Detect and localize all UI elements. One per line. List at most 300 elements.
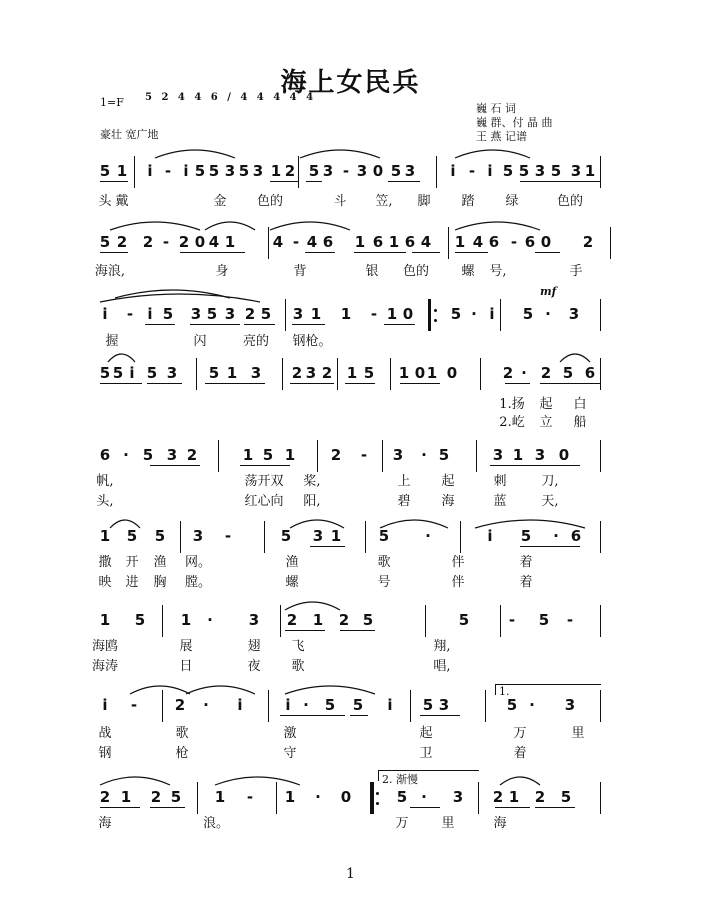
beam-underline xyxy=(290,383,334,384)
note: 0 xyxy=(540,233,552,251)
note: i xyxy=(147,305,153,323)
note: 2 xyxy=(338,611,350,629)
key-signature: 1=F xyxy=(100,96,124,109)
note: · xyxy=(207,611,213,629)
note: 2 xyxy=(150,788,162,806)
lyric-verse-2: 着 xyxy=(513,746,527,761)
lyric-verse-1: 荡开双 xyxy=(244,474,284,489)
lyric-verse-2: 红心向 xyxy=(244,494,284,509)
barline xyxy=(448,227,449,259)
barline xyxy=(600,358,601,390)
note: 4 xyxy=(472,233,484,251)
lyric-verse-1: 海 xyxy=(98,816,112,831)
lyric-verse-2: 日 xyxy=(179,659,193,674)
note: 3 xyxy=(534,162,546,180)
barline xyxy=(218,440,219,472)
note: 1 xyxy=(512,446,524,464)
lyric-verse-1: 握 xyxy=(105,334,119,349)
barline xyxy=(285,299,286,331)
barline xyxy=(197,782,198,814)
note: 3 xyxy=(404,162,416,180)
note: 2 xyxy=(186,446,198,464)
slur xyxy=(186,686,255,694)
note: 5 xyxy=(550,162,562,180)
lyric-verse-1: 戴 xyxy=(115,194,129,209)
note: 2 xyxy=(99,788,111,806)
note: 3 xyxy=(392,446,404,464)
note: 3 xyxy=(312,527,324,545)
lyric-verse-1: 展 xyxy=(179,639,193,654)
note: 0 xyxy=(414,364,426,382)
note: · xyxy=(203,696,209,714)
page-title: 海上女民兵 xyxy=(280,68,421,98)
lyric-verse-1: 渔 xyxy=(153,555,167,570)
note: 4 xyxy=(272,233,284,251)
lyric-verse-1: 翅 xyxy=(247,639,261,654)
beam-underline xyxy=(520,181,570,182)
note: 3 xyxy=(356,162,368,180)
note: · xyxy=(521,364,527,382)
lyric-verse-1: 浪。 xyxy=(202,816,230,831)
barline xyxy=(162,690,163,722)
lyric-verse-2: 2.屹 xyxy=(499,415,525,430)
beam-underline xyxy=(505,383,530,384)
note: 1 xyxy=(99,611,111,629)
slur xyxy=(110,222,200,230)
note: 1 xyxy=(386,305,398,323)
beam-underline xyxy=(384,324,415,325)
note: 6 xyxy=(322,233,334,251)
beam-underline xyxy=(490,465,530,466)
note: 5 xyxy=(142,446,154,464)
lyric-verse-1: 歌 xyxy=(175,726,189,741)
note: · xyxy=(421,788,427,806)
barline xyxy=(600,521,601,553)
beam-underline xyxy=(100,383,142,384)
note: 2 xyxy=(142,233,154,251)
note: 3 xyxy=(305,364,317,382)
beam-underline xyxy=(495,807,530,808)
note: - xyxy=(126,305,134,323)
beam-underline xyxy=(205,383,265,384)
time-signature: 5 2 4 4 6 / 4 4 4 4 4 xyxy=(145,92,317,103)
lyric-verse-1: 色的 xyxy=(556,194,584,209)
note: 5 xyxy=(396,788,408,806)
beam-underline xyxy=(535,252,560,253)
lyric-verse-1: 起 xyxy=(539,397,553,412)
note: 5 xyxy=(170,788,182,806)
note: 6 xyxy=(404,233,416,251)
lyric-verse-1: 海浪, xyxy=(94,264,126,279)
barline xyxy=(410,690,411,722)
note: 6 xyxy=(372,233,384,251)
barline xyxy=(337,358,338,390)
lyric-verse-1: 飞 xyxy=(291,639,305,654)
note: 6 xyxy=(99,446,111,464)
repeat-dot xyxy=(376,792,379,795)
slur xyxy=(380,520,448,528)
note: 3 xyxy=(166,364,178,382)
note: 0 xyxy=(446,364,458,382)
barline xyxy=(298,156,299,188)
note: 1 xyxy=(354,233,366,251)
lyric-verse-1: 海 xyxy=(493,816,507,831)
note: 1 xyxy=(120,788,132,806)
note: 3 xyxy=(438,696,450,714)
lyric-verse-2: 唱, xyxy=(433,659,451,674)
note: 1 xyxy=(346,364,358,382)
note: 0 xyxy=(372,162,384,180)
note: - xyxy=(162,233,170,251)
barline xyxy=(425,605,426,637)
beam-underline xyxy=(150,807,185,808)
barline xyxy=(600,156,601,188)
slur xyxy=(285,686,375,694)
beam-underline xyxy=(180,252,245,253)
slur xyxy=(100,294,260,302)
note: 5 xyxy=(520,527,532,545)
note: 0 xyxy=(558,446,570,464)
lyric-verse-2: 号 xyxy=(377,575,391,590)
lyric-verse-2: 碧 xyxy=(397,494,411,509)
note: i xyxy=(129,364,135,382)
lyric-verse-1: 踏 xyxy=(461,194,475,209)
lyric-verse-1: 万 xyxy=(395,816,409,831)
slur xyxy=(155,150,235,158)
beam-underline xyxy=(530,465,580,466)
note: 2 xyxy=(502,364,514,382)
note: 5 xyxy=(206,305,218,323)
note: 3 xyxy=(568,305,580,323)
note: - xyxy=(566,611,574,629)
barline xyxy=(600,782,601,814)
lyric-verse-1: 号, xyxy=(489,264,507,279)
note: 2 xyxy=(174,696,186,714)
note: i xyxy=(237,696,243,714)
lyric-verse-2: 枪 xyxy=(175,746,189,761)
note: 5 xyxy=(450,305,462,323)
beam-underline xyxy=(570,181,600,182)
lyric-verse-2: 螺 xyxy=(285,575,299,590)
repeat-dot xyxy=(376,802,379,805)
note: 5 xyxy=(112,364,124,382)
note: - xyxy=(292,233,300,251)
lyric-verse-2: 夜 xyxy=(247,659,261,674)
note: i xyxy=(487,162,493,180)
lyric-verse-1: 里 xyxy=(571,726,585,741)
note: · xyxy=(471,305,477,323)
lyric-verse-1: 螺 xyxy=(461,264,475,279)
repeat-sign xyxy=(428,299,431,331)
barline xyxy=(180,521,181,553)
lyric-verse-2: 立 xyxy=(539,415,553,430)
slur xyxy=(300,150,380,158)
note: 5 xyxy=(154,527,166,545)
beam-underline xyxy=(145,324,175,325)
lyric-verse-1: 斗 xyxy=(333,194,347,209)
note: 3 xyxy=(224,162,236,180)
credit-composer: 巍 群、付 晶 曲 xyxy=(476,116,553,129)
note: 5 xyxy=(352,696,364,714)
note: 1 xyxy=(398,364,410,382)
note: 5 xyxy=(458,611,470,629)
lyric-verse-2: 着 xyxy=(519,575,533,590)
note: - xyxy=(370,305,378,323)
note: 1 xyxy=(508,788,520,806)
lyric-verse-1: 笠, xyxy=(375,194,393,209)
barline xyxy=(476,440,477,472)
note: 5 xyxy=(208,364,220,382)
barline xyxy=(280,605,281,637)
barline xyxy=(134,156,135,188)
barline xyxy=(500,299,501,331)
note: 2 xyxy=(534,788,546,806)
note: 1 xyxy=(454,233,466,251)
note: - xyxy=(360,446,368,464)
note: 5 xyxy=(146,364,158,382)
note: 0 xyxy=(194,233,206,251)
note: · xyxy=(303,696,309,714)
note: 1 xyxy=(116,162,128,180)
slur xyxy=(205,222,255,230)
beam-underline xyxy=(350,715,368,716)
slur xyxy=(455,150,530,158)
lyric-verse-1: 背 xyxy=(293,264,307,279)
note: 5 xyxy=(99,364,111,382)
beam-underline xyxy=(400,383,440,384)
barline xyxy=(162,605,163,637)
credit-lyricist: 巍 石 词 xyxy=(476,102,516,115)
note: 2 xyxy=(244,305,256,323)
lyric-verse-2: 卫 xyxy=(419,746,433,761)
lyric-verse-1: 上 xyxy=(397,474,411,489)
note: - xyxy=(342,162,350,180)
note: - xyxy=(130,696,138,714)
lyric-verse-1: 银 xyxy=(365,264,379,279)
volta-bracket xyxy=(495,684,601,695)
note: 5 xyxy=(538,611,550,629)
barline xyxy=(436,156,437,188)
barline xyxy=(365,521,366,553)
note: 5 xyxy=(126,527,138,545)
lyric-verse-1: 伴 xyxy=(451,555,465,570)
lyric-verse-1: 起 xyxy=(441,474,455,489)
note: 5 xyxy=(260,305,272,323)
note: - xyxy=(246,788,254,806)
note: i xyxy=(102,696,108,714)
note: 3 xyxy=(248,611,260,629)
lyric-verse-2: 船 xyxy=(573,415,587,430)
note: 2 xyxy=(582,233,594,251)
lyric-verse-1: 刺 xyxy=(493,474,507,489)
note: - xyxy=(224,527,232,545)
note: 5 xyxy=(562,364,574,382)
beam-underline xyxy=(240,465,290,466)
beam-underline xyxy=(305,252,335,253)
note: 5 xyxy=(99,233,111,251)
beam-underline xyxy=(535,807,575,808)
note: 5 xyxy=(324,696,336,714)
lyric-verse-1: 亮的 xyxy=(242,334,270,349)
lyric-verse-1: 闪 xyxy=(193,334,207,349)
beam-underline xyxy=(354,252,406,253)
note: i xyxy=(147,162,153,180)
note: - xyxy=(508,611,516,629)
volta-label: 2. 渐慢 xyxy=(382,773,418,786)
beam-underline xyxy=(420,715,460,716)
note: 1 xyxy=(242,446,254,464)
note: 2 xyxy=(321,364,333,382)
barline xyxy=(460,521,461,553)
note: · xyxy=(425,527,431,545)
note: i xyxy=(285,696,291,714)
barline xyxy=(268,690,269,722)
barline xyxy=(282,358,283,390)
slur xyxy=(115,290,230,298)
note: i xyxy=(387,696,393,714)
lyric-verse-2: 海涛 xyxy=(91,659,119,674)
note: · xyxy=(315,788,321,806)
lyric-verse-2: 阳, xyxy=(303,494,321,509)
slur xyxy=(100,777,170,785)
lyric-verse-1: 海鸥 xyxy=(91,639,119,654)
repeat-sign xyxy=(370,782,373,814)
beam-underline xyxy=(190,324,240,325)
lyric-verse-1: 万 xyxy=(513,726,527,741)
lyric-verse-1: 撒 xyxy=(98,555,112,570)
note: 5 xyxy=(522,305,534,323)
beam-underline xyxy=(388,181,420,182)
slur xyxy=(270,222,350,230)
note: · xyxy=(529,696,535,714)
beam-underline xyxy=(340,630,375,631)
lyric-verse-2: 守 xyxy=(283,746,297,761)
credit-transcriber: 王 燕 记谱 xyxy=(476,130,527,143)
dynamic-marking: mf xyxy=(540,285,557,298)
note: 3 xyxy=(292,305,304,323)
barline xyxy=(373,782,374,814)
lyric-verse-1: 着 xyxy=(519,555,533,570)
note: 1 xyxy=(224,233,236,251)
note: 2 xyxy=(286,611,298,629)
lyric-verse-1: 手 xyxy=(569,264,583,279)
note: 3 xyxy=(534,446,546,464)
barline xyxy=(276,782,277,814)
barline xyxy=(500,605,501,637)
lyric-verse-2: 蓝 xyxy=(493,494,507,509)
note: 5 xyxy=(363,364,375,382)
lyric-verse-1: 色的 xyxy=(256,194,284,209)
note: 5 xyxy=(438,446,450,464)
beam-underline xyxy=(100,181,128,182)
lyric-verse-1: 渔 xyxy=(285,555,299,570)
note: 2 xyxy=(291,364,303,382)
beam-underline xyxy=(270,181,298,182)
beam-underline xyxy=(292,324,325,325)
note: 0 xyxy=(340,788,352,806)
note: 1 xyxy=(180,611,192,629)
note: 3 xyxy=(492,446,504,464)
note: 6 xyxy=(488,233,500,251)
lyric-verse-1: 战 xyxy=(98,726,112,741)
beam-underline xyxy=(244,324,275,325)
barline xyxy=(600,440,601,472)
note: - xyxy=(164,162,172,180)
note: 2 xyxy=(284,162,296,180)
note: 4 xyxy=(208,233,220,251)
note: 5 xyxy=(518,162,530,180)
lyric-verse-2: 膛。 xyxy=(184,575,212,590)
note: 3 xyxy=(166,446,178,464)
beam-underline xyxy=(147,383,182,384)
beam-underline xyxy=(310,546,345,547)
note: 3 xyxy=(564,696,576,714)
lyric-verse-1: 绿 xyxy=(505,194,519,209)
note: 6 xyxy=(570,527,582,545)
lyric-verse-1: 帆, xyxy=(96,474,114,489)
lyric-verse-1: 钢枪。 xyxy=(292,334,332,349)
note: 4 xyxy=(420,233,432,251)
note: 3 xyxy=(252,162,264,180)
tempo-marking: 豪壮 宽广地 xyxy=(100,128,159,141)
lyric-verse-2: 胸 xyxy=(153,575,167,590)
note: 5 xyxy=(308,162,320,180)
beam-underline xyxy=(306,181,322,182)
note: 3 xyxy=(322,162,334,180)
note: 3 xyxy=(570,162,582,180)
note: 3 xyxy=(192,527,204,545)
note: 1 xyxy=(584,162,596,180)
beam-underline xyxy=(520,546,580,547)
note: 1 xyxy=(330,527,342,545)
note: 5 xyxy=(280,527,292,545)
note: 5 xyxy=(134,611,146,629)
page-number: 1 xyxy=(346,866,355,882)
note: 1 xyxy=(426,364,438,382)
note: 1 xyxy=(214,788,226,806)
lyric-verse-1: 桨, xyxy=(303,474,321,489)
lyric-verse-1: 刀, xyxy=(541,474,559,489)
repeat-dot xyxy=(434,319,437,322)
note: 3 xyxy=(250,364,262,382)
barline xyxy=(480,358,481,390)
slur xyxy=(215,777,300,785)
note: 3 xyxy=(224,305,236,323)
barline xyxy=(382,440,383,472)
barline xyxy=(600,605,601,637)
lyric-verse-2: 映 xyxy=(98,575,112,590)
note: 1 xyxy=(99,527,111,545)
note: 1 xyxy=(388,233,400,251)
barline xyxy=(196,358,197,390)
slur xyxy=(455,222,540,230)
note: 5 xyxy=(390,162,402,180)
note: 5 xyxy=(422,696,434,714)
slur xyxy=(560,354,590,362)
slur xyxy=(130,686,190,694)
lyric-verse-1: 头 xyxy=(98,194,112,209)
barline xyxy=(478,782,479,814)
note: 3 xyxy=(190,305,202,323)
note: 5 xyxy=(506,696,518,714)
lyric-verse-2: 天, xyxy=(541,494,559,509)
beam-underline xyxy=(280,715,345,716)
lyric-verse-2: 伴 xyxy=(451,575,465,590)
volta-label: 1. xyxy=(499,685,510,698)
note: 5 xyxy=(378,527,390,545)
lyric-verse-1: 起 xyxy=(419,726,433,741)
beam-underline xyxy=(100,252,128,253)
